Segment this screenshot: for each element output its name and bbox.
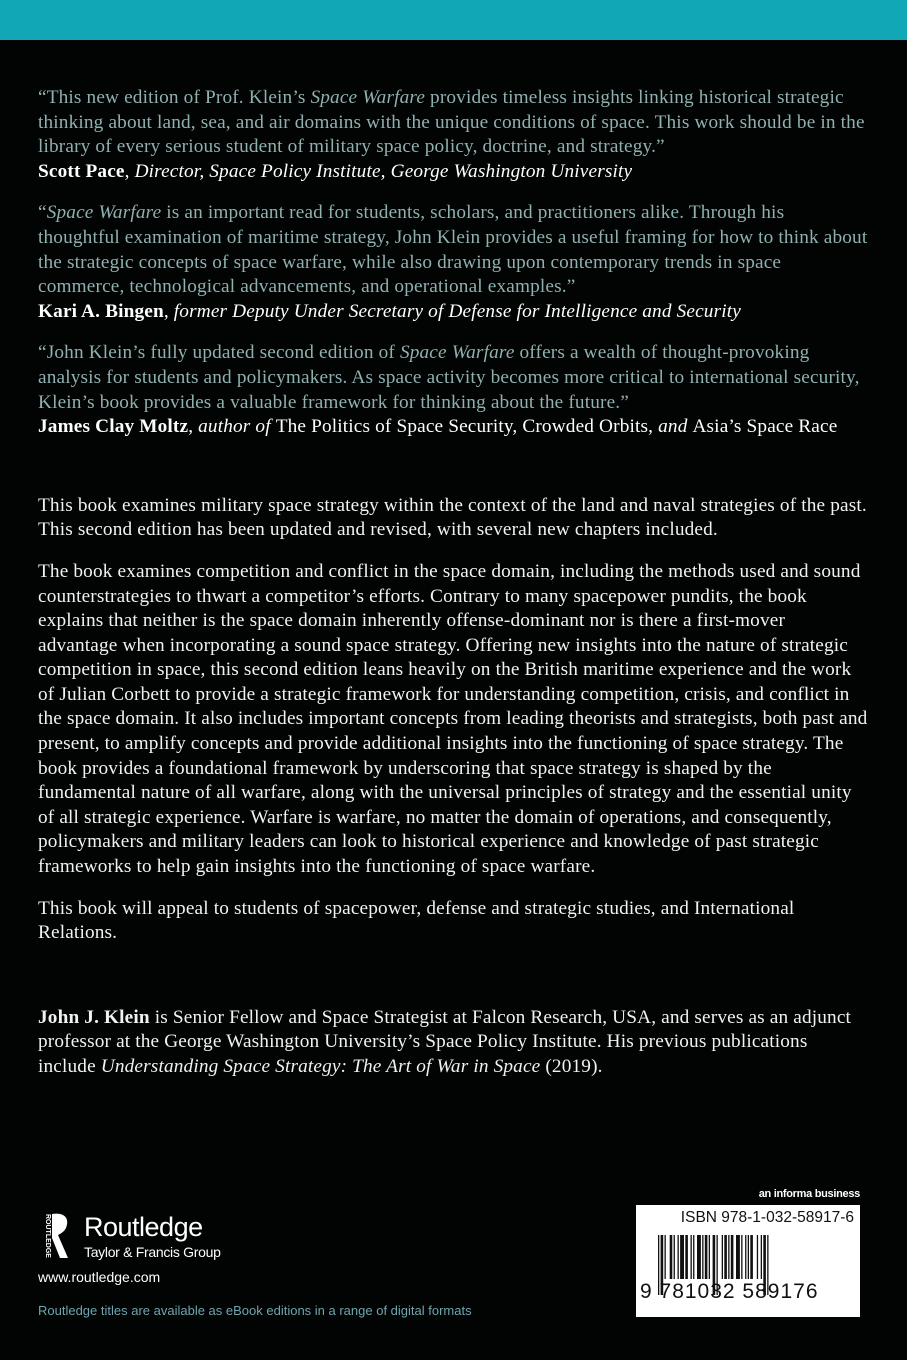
barcode-bar (678, 1235, 679, 1279)
endorser-role: and (653, 416, 693, 438)
quote-attribution: James Clay Moltz, author of The Politics of Space Security, Crowded Orbits, and Asia’s Space Race (38, 416, 838, 438)
routledge-logo (38, 1212, 221, 1260)
author-bio (38, 1006, 868, 1080)
description-paragraph-2: The book examines competition and conflict in the space domain, including the methods used and sound counterstrategies to thwart a competitor’s efforts. Contrary to many spacepower pundits, the book explains that neither is the space domain inherently offense-dominant nor is there a first-mover advantage when incorporating a sound space strategy. Offering new insights into the nature of strategic competition in space, this second edition leans heavily on the British maritime experience and the work of Julian Corbett to provide a strategic framework for understanding competition, crisis, and conflict in the space domain. It also includes important concepts from leading theorists and strategists, both past and present, to amplify concepts and provide additional insights into the functioning of space strategy. The book provides a foundational framework by underscoring that space strategy is shaped by the fundamental nature of all warfare, along with the universal principles of strategy and the essential unity of all strategic experience. Warfare is warfare, no matter the domain of operations, and consequently, policymakers and military leaders can look to historical experience and knowledge of past strategic frameworks to help gain insights into the functioning of space warfare. (38, 560, 868, 878)
isbn-barcode (636, 1205, 860, 1317)
endorsement-quote-2 (38, 201, 868, 324)
spacer (38, 457, 868, 494)
quote-attribution: Kari A. Bingen, former Deputy Under Secretary of Defense for Intelligence and Security (38, 300, 741, 322)
bio-year: (2019). (540, 1056, 603, 1077)
book-title: Space Warfare (46, 202, 162, 224)
endorser-name: Kari A. Bingen (38, 300, 164, 322)
barcode-bar (702, 1235, 703, 1279)
barcode-bar (748, 1235, 749, 1279)
quote-attribution: Scott Pace, Director, Space Policy Institute, George Washington University (38, 160, 633, 182)
barcode-bar (665, 1235, 666, 1279)
previous-book-title: Understanding Space Strategy: The Art of War in Space (100, 1056, 541, 1077)
barcode-bar (745, 1235, 746, 1279)
barcode-bar (709, 1235, 710, 1279)
bio-text: is Senior Fellow and Space Strategist at Falcon Research, USA, and serves as an adjunct professor at the George Washington University’s Space Policy Institute. His previous publications include (38, 1006, 852, 1077)
author-name: John J. Klein (38, 1006, 150, 1028)
barcode-bar (674, 1235, 675, 1279)
endorser-role: author of (198, 416, 276, 438)
endorser-books: Asia’s Space Race (692, 416, 838, 438)
barcode-bar (761, 1235, 762, 1279)
endorser-role: former Deputy Under Secretary of Defense for Intelligence and Security (173, 300, 741, 322)
isbn-text: ISBN 978-1-032-58917-6 (680, 1209, 854, 1226)
barcode-bar (680, 1235, 684, 1279)
barcode-bar (724, 1235, 727, 1279)
barcode-bar (685, 1235, 688, 1279)
barcode-bar (722, 1235, 723, 1279)
barcode-bar (750, 1235, 753, 1279)
publisher-url[interactable]: www.routledge.com (38, 1269, 161, 1285)
barcode-bar (693, 1235, 694, 1279)
barcode-bar (691, 1235, 692, 1279)
barcode-bar (728, 1235, 729, 1279)
accent-bar (0, 0, 907, 40)
quote-text: “This new edition of Prof. Klein’s (38, 87, 311, 108)
publisher-group: Taylor & Francis Group (84, 1244, 221, 1260)
back-cover-text (38, 86, 868, 1097)
quote-text: “ (38, 202, 47, 224)
book-title: Space Warfare (399, 342, 515, 364)
barcode-bar (705, 1235, 708, 1279)
barcode-digits: 9 781032 589176 (640, 1280, 819, 1303)
endorsement-quote-1 (38, 86, 868, 184)
barcode-bar (741, 1235, 742, 1279)
ebook-note: Routledge titles are available as eBook editions in a range of digital formats (38, 1303, 472, 1318)
endorsement-quote-3 (38, 341, 868, 439)
endorser-role: Director, Space Policy Institute, George Washington University (134, 160, 633, 182)
barcode-bar (697, 1235, 701, 1279)
endorser-name: James Clay Moltz (38, 416, 189, 438)
quote-text: offers a wealth of thought-provoking analysis for students and policymakers. As space activity becomes more critical to international security, Klein’s book provides a valuable framework for thinking about the future.” (38, 342, 860, 413)
endorser-books: The Politics of Space Security, Crowded Orbits, (275, 416, 654, 438)
book-title: Space Warfare (310, 87, 426, 108)
publisher-name: Routledge (84, 1212, 203, 1242)
barcode-bar (736, 1235, 740, 1279)
quote-text: provides timeless insights linking historical strategic thinking about land, sea, and air domains with the unique conditions of space. This work should be in the library of every serious student of military space policy, doctrine, and strategy.” (38, 87, 865, 158)
barcode-bar (670, 1235, 673, 1279)
informa-label: an informa business (758, 1188, 860, 1200)
endorser-name: Scott Pace (38, 160, 125, 182)
svg-text:ROUTLEDGE: ROUTLEDGE (44, 1214, 51, 1258)
quote-text: “John Klein’s fully updated second edition of (38, 342, 400, 364)
quote-text: is an important read for students, scholars, and practitioners alike. Through his thoughtful examination of maritime strategy, John Klein provides a useful framing for how to think about the strategic concepts of space warfare, while also drawing upon contemporary trends in space commerce, technological advancements, and operational examples.” (38, 202, 868, 298)
barcode-bar (731, 1235, 734, 1279)
spacer (38, 963, 868, 1006)
description-paragraph-3: This book will appeal to students of spacepower, defense and strategic studies, and International Relations. (38, 897, 795, 944)
description-paragraph-1: This book examines military space strategy within the context of the land and naval strategies of the past. This second edition has been updated and revised, with several new chapters included. (38, 494, 867, 541)
barcode-bar (757, 1235, 758, 1279)
routledge-r-icon (38, 1212, 78, 1260)
